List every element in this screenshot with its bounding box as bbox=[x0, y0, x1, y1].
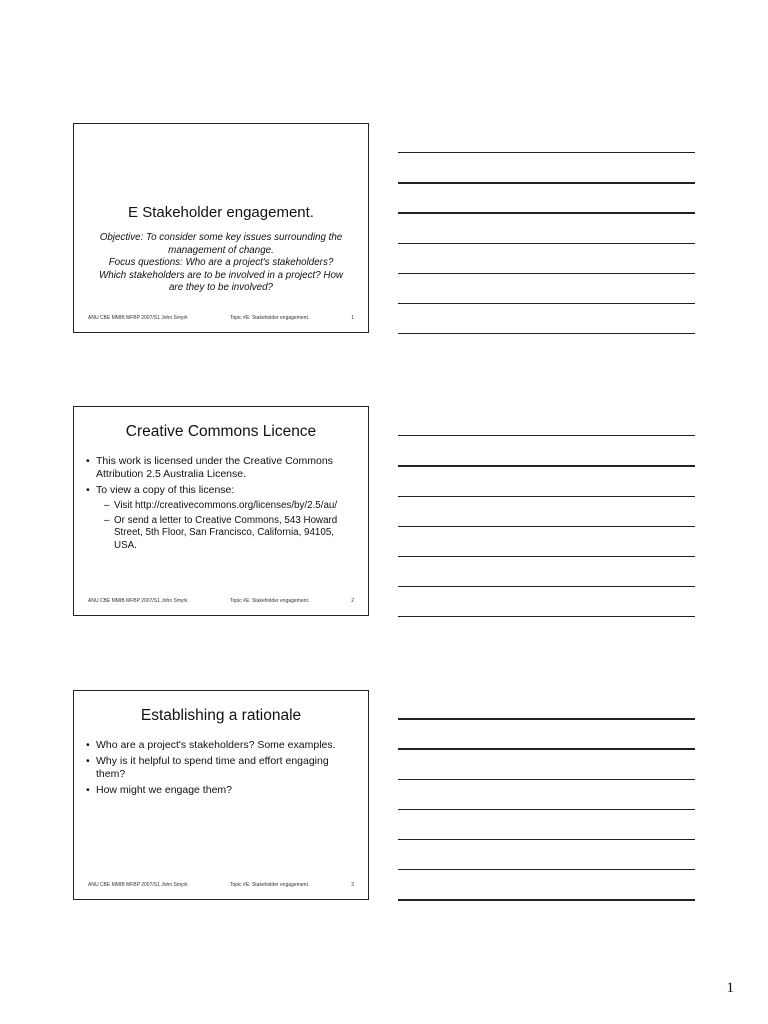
bullet-item bbox=[86, 455, 356, 481]
note-line bbox=[398, 182, 695, 184]
slide-footer bbox=[74, 315, 368, 323]
note-line bbox=[398, 899, 695, 901]
slide-footer bbox=[74, 882, 368, 890]
note-line bbox=[398, 435, 695, 436]
bullet-icon: • bbox=[86, 755, 90, 767]
footer-course: ANU CBE MMIB MFBP 2007/S1 John Smyrk bbox=[88, 315, 188, 321]
page-number: 1 bbox=[726, 980, 734, 996]
bullet-text: To view a copy of this license: bbox=[96, 484, 235, 496]
note-line bbox=[398, 496, 695, 497]
footer-slide-number: 1 bbox=[351, 315, 354, 321]
bullet-icon: • bbox=[86, 484, 90, 496]
slide-1 bbox=[73, 123, 369, 333]
objective-line: management of change. bbox=[168, 244, 274, 256]
note-line bbox=[398, 869, 695, 870]
sub-bullet-text: Or send a letter to Creative Commons, 543 Howard Street, 5th Floor, San Francisco, California, 94105, USA. bbox=[114, 514, 338, 551]
sub-bullet-text: Visit http://creativecommons.org/licenses/by/2.5/au/ bbox=[114, 500, 338, 511]
slide-title: Establishing a rationale bbox=[140, 707, 302, 724]
slide-body bbox=[86, 739, 356, 800]
note-line bbox=[398, 243, 695, 244]
bullet-item bbox=[86, 739, 356, 752]
footer-course: ANU CBE MMIB MFBP 2007/S1 John Smyrk bbox=[88, 882, 188, 888]
bullet-item bbox=[86, 784, 356, 797]
bullet-text: Why is it helpful to spend time and effort engaging them? bbox=[96, 755, 329, 780]
footer-course: ANU CBE MMIB MFBP 2007/S1 John Smyrk bbox=[88, 598, 188, 604]
dash-icon: – bbox=[104, 514, 110, 526]
note-line bbox=[398, 152, 695, 153]
note-line bbox=[398, 748, 695, 750]
note-line bbox=[398, 465, 695, 467]
slide-body bbox=[86, 455, 356, 554]
sub-bullet-item bbox=[104, 515, 356, 553]
dash-icon: – bbox=[104, 500, 110, 511]
slide-footer bbox=[74, 598, 368, 606]
slide-title: Creative Commons Licence bbox=[125, 423, 317, 440]
note-line bbox=[398, 809, 695, 810]
objective-line: Which stakeholders are to be involved in a project? How bbox=[99, 269, 343, 281]
footer-topic: Topic #E: Stakeholder engagement. bbox=[230, 598, 310, 604]
sub-bullet-item bbox=[104, 500, 356, 513]
note-line bbox=[398, 586, 695, 587]
slide-3 bbox=[73, 690, 369, 900]
note-line bbox=[398, 333, 695, 334]
objective-line: Objective: To consider some key issues surrounding the bbox=[99, 232, 343, 243]
footer-topic: Topic #E: Stakeholder engagement. bbox=[230, 315, 310, 321]
slide-2 bbox=[73, 406, 369, 616]
bullet-item bbox=[86, 484, 356, 497]
note-line bbox=[398, 303, 695, 304]
bullet-icon: • bbox=[86, 784, 90, 796]
note-line bbox=[398, 839, 695, 840]
footer-slide-number: 2 bbox=[351, 598, 354, 604]
note-line bbox=[398, 556, 695, 557]
objective-line: Focus questions: Who are a project's stakeholders? bbox=[108, 257, 334, 268]
footer-slide-number: 3 bbox=[351, 882, 354, 888]
objective-line: are they to be involved? bbox=[168, 282, 274, 293]
bullet-text: This work is licensed under the Creative Commons Attribution 2.5 Australia License. bbox=[96, 455, 333, 480]
bullet-item bbox=[86, 755, 356, 781]
note-line bbox=[398, 526, 695, 527]
note-line bbox=[398, 616, 695, 617]
slide-objective bbox=[86, 232, 356, 295]
bullet-icon: • bbox=[86, 455, 90, 467]
note-line bbox=[398, 212, 695, 214]
bullet-text: How might we engage them? bbox=[96, 784, 232, 796]
footer-topic: Topic #E: Stakeholder engagement. bbox=[230, 882, 310, 888]
slide-title: E Stakeholder engagement. bbox=[128, 204, 314, 221]
note-line bbox=[398, 273, 695, 274]
note-line bbox=[398, 718, 695, 720]
note-line bbox=[398, 779, 695, 780]
bullet-text: Who are a project's stakeholders? Some examples. bbox=[96, 739, 336, 751]
bullet-icon: • bbox=[86, 739, 90, 751]
